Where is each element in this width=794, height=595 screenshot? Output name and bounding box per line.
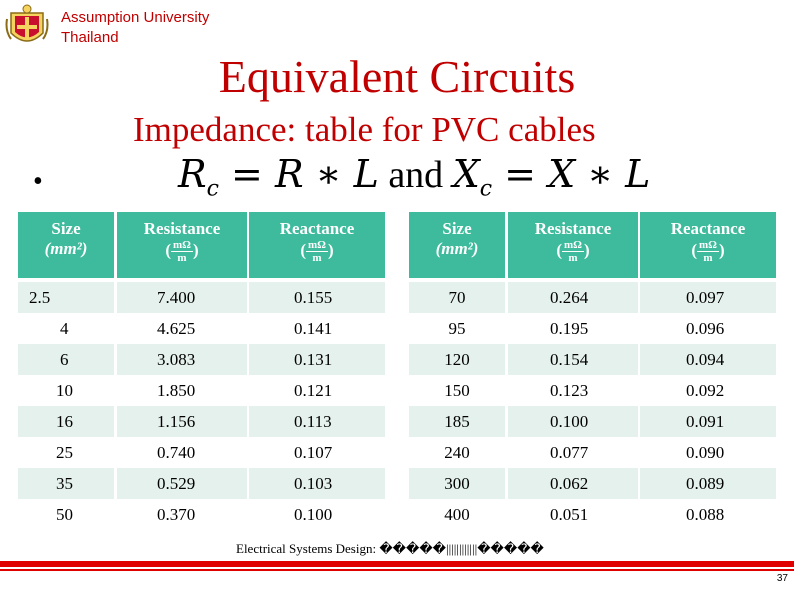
size-cell: 70	[409, 282, 505, 313]
paren-close: )	[192, 240, 199, 260]
table-row	[18, 375, 776, 406]
resistance-cell: 0.370	[157, 505, 196, 524]
paren-open: (	[165, 240, 171, 260]
resistance-cell: 0.062	[508, 468, 638, 499]
table-row	[18, 499, 776, 530]
reactance-cell: 0.091	[640, 406, 776, 437]
formula-operator-2: ∗	[575, 152, 626, 196]
header-reactance-label: Reactance	[670, 219, 746, 238]
reactance-cell: 0.096	[686, 319, 725, 338]
reactance-cell: 0.121	[294, 381, 333, 400]
size-cell: 400	[444, 505, 470, 524]
size-cell: 16	[18, 406, 114, 437]
size-cell: 120	[409, 344, 505, 375]
header-resistance-label: Resistance	[534, 219, 612, 238]
table-row	[18, 344, 776, 375]
size-cell: 185	[409, 406, 505, 437]
unit-fraction	[306, 239, 328, 264]
formula-x-symbol: X	[452, 152, 480, 196]
reactance-cell: 0.090	[686, 443, 725, 462]
unit-denominator: m	[568, 252, 578, 264]
formula-l-symbol-2: L	[625, 152, 651, 196]
unit-fraction	[171, 239, 193, 264]
bullet-marker: •	[33, 166, 43, 197]
resistance-cell: 0.529	[117, 468, 247, 499]
size-cell: 35	[18, 468, 114, 499]
header-resistance-label: Resistance	[143, 219, 221, 238]
resistance-cell: 0.123	[550, 381, 589, 400]
footer-course-title: Electrical Systems Design: �����||||||||||||�����	[236, 541, 544, 556]
unit-fraction	[697, 239, 719, 264]
formula-x-rhs: X	[548, 152, 576, 196]
university-line1: Assumption University	[61, 9, 210, 26]
formula-and-word: and	[378, 154, 453, 196]
table-row	[18, 468, 776, 499]
slide-subtitle: Impedance: table for PVC cables	[133, 110, 596, 149]
paren-open: (	[300, 240, 306, 260]
reactance-cell: 0.088	[686, 505, 725, 524]
header-size-unit: (mm²)	[44, 239, 88, 258]
table-row	[18, 313, 776, 344]
reactance-cell: 0.131	[249, 344, 385, 375]
page-number: 37	[776, 573, 788, 584]
resistance-cell: 0.051	[550, 505, 589, 524]
formula-c-subscript: c	[206, 176, 219, 202]
reactance-cell: 0.113	[249, 406, 385, 437]
university-name	[61, 8, 209, 48]
paren-open: (	[691, 240, 697, 260]
resistance-cell: 0.195	[550, 319, 589, 338]
resistance-cell: 0.077	[550, 443, 589, 462]
reactance-cell: 0.103	[249, 468, 385, 499]
reactance-cell: 0.141	[294, 319, 333, 338]
formula-equals: =	[218, 152, 275, 196]
size-cell: 240	[444, 443, 470, 462]
size-cell: 25	[56, 443, 73, 462]
header-size-label: Size	[442, 219, 472, 238]
header-size-left	[18, 212, 114, 278]
formula-r-rhs: R	[274, 152, 304, 196]
footer-divider-thin	[0, 569, 794, 571]
unit-numerator: mΩ	[564, 239, 582, 251]
paren-close: )	[327, 240, 334, 260]
resistance-cell: 1.156	[117, 406, 247, 437]
unit-numerator: mΩ	[173, 239, 191, 251]
header-resistance-left	[117, 212, 247, 278]
formula-c-subscript-2: c	[479, 176, 493, 202]
header-size-unit: (mm²)	[435, 239, 479, 258]
slide-title: Equivalent Circuits	[218, 51, 576, 102]
resistance-cell: 0.740	[157, 443, 196, 462]
reactance-cell: 0.089	[640, 468, 776, 499]
unit-fraction	[562, 239, 584, 264]
resistance-cell: 0.264	[508, 282, 638, 313]
header-size-right	[409, 212, 505, 278]
resistance-cell: 1.850	[157, 381, 196, 400]
header-resistance-right	[508, 212, 638, 278]
paren-open: (	[556, 240, 562, 260]
size-cell: 150	[444, 381, 470, 400]
paren-close: )	[718, 240, 725, 260]
header-reactance-left	[249, 212, 385, 278]
size-cell: 300	[409, 468, 505, 499]
table-row	[18, 406, 776, 437]
impedance-formula	[178, 152, 650, 202]
university-line2: Thailand	[61, 29, 119, 46]
unit-denominator: m	[703, 252, 713, 264]
table-row	[18, 282, 776, 313]
size-cell: 2.5	[18, 282, 114, 313]
unit-numerator: mΩ	[308, 239, 326, 251]
reactance-cell: 0.100	[294, 505, 333, 524]
formula-operator: ∗	[303, 152, 354, 196]
formula-r-symbol: R	[178, 152, 207, 196]
size-cell: 4	[60, 319, 69, 338]
reactance-cell: 0.107	[294, 443, 333, 462]
size-cell: 10	[56, 381, 73, 400]
header-size-label: Size	[51, 219, 81, 238]
size-cell: 95	[448, 319, 466, 338]
reactance-cell: 0.092	[686, 381, 725, 400]
footer-divider-thick	[0, 561, 794, 567]
unit-denominator: m	[312, 252, 322, 264]
unit-numerator: mΩ	[699, 239, 717, 251]
size-cell: 50	[56, 505, 73, 524]
resistance-cell: 0.100	[508, 406, 638, 437]
formula-equals-2: =	[492, 152, 549, 196]
resistance-cell: 3.083	[117, 344, 247, 375]
header-reactance-label: Reactance	[279, 219, 355, 238]
resistance-cell: 0.154	[508, 344, 638, 375]
paren-close: )	[583, 240, 590, 260]
header-reactance-right	[640, 212, 776, 278]
size-cell: 6	[18, 344, 114, 375]
university-crest-logo	[5, 3, 49, 49]
reactance-cell: 0.094	[640, 344, 776, 375]
reactance-cell: 0.097	[640, 282, 776, 313]
reactance-cell: 0.155	[249, 282, 385, 313]
resistance-cell: 4.625	[157, 319, 196, 338]
formula-l-symbol: L	[353, 152, 379, 196]
table-row	[18, 437, 776, 468]
unit-denominator: m	[177, 252, 187, 264]
resistance-cell: 7.400	[117, 282, 247, 313]
